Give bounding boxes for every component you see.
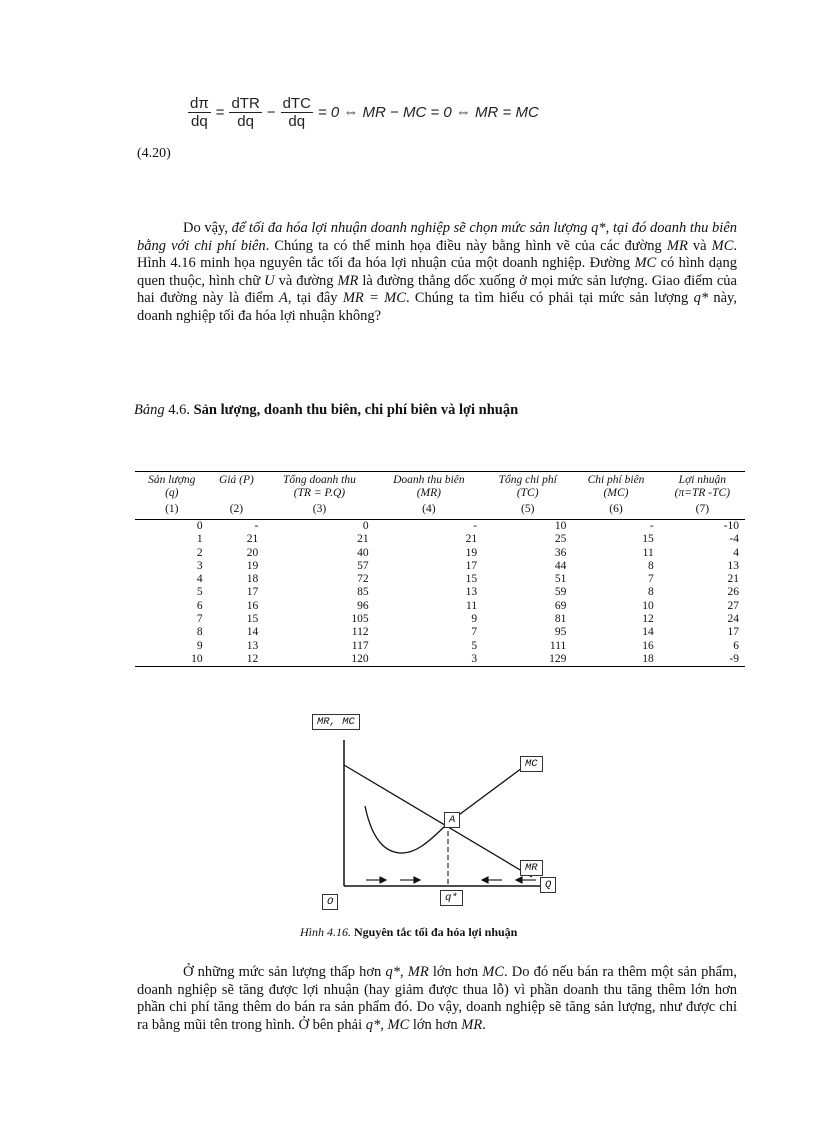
table-cell: 25 [554,533,567,546]
eq-tail: = 0 ⇔ MR − MC = 0 ⇔ MR = MC [317,104,539,121]
text: và đường [274,272,338,289]
table-cell: 51 [554,573,567,586]
table-cell: 57 [357,559,369,572]
caption-title: Sản lượng, doanh thu biên, chi phí biên và lợi nhuận [193,402,519,418]
table-cell: 17 [465,559,478,572]
table-cell: 21 [357,533,369,546]
table-cell: 5 [471,639,478,652]
column-header-line: (TC) [516,487,539,499]
table-cell: 105 [351,613,369,626]
column-header-line: Tổng doanh thu [283,474,356,486]
caption-number: 4.6. [164,402,194,418]
fraction-dtc-dq [281,95,313,130]
text: . Do đó nếu bán ra thêm một sản phẩm, doanh nghiệp sẽ tăng được lợi nhuận (hay giảm được thua lỗ) vì phần doanh thu tăng thêm lớn hơn phần chi phí tăng thêm do bán ra sản phẩm đó. Do vậy, doanh nghiệp sẽ tăng sản lượng, như được chỉ ra bằng mũi tên trong hình. Ở bên phải [137,964,738,1033]
table-cell: 112 [351,626,369,639]
table-cell: 9 [471,613,478,626]
figcap-title: Nguyên tắc tối đa hóa lợi nhuận [351,925,518,939]
table-caption [134,402,518,419]
paragraph-1 [137,220,737,325]
eq-numerator: dπ [190,95,209,112]
table-row [135,600,745,613]
column-number: (1) [165,503,179,515]
table-cell: 18 [246,573,259,586]
table-cell: 20 [246,546,259,559]
eq-denominator: dq [288,113,306,130]
table-cell: 3 [196,559,203,572]
table-cell: 26 [727,586,739,599]
x-axis-label: Q [540,877,556,893]
column-header-line: Chi phí biên [587,474,645,486]
table-cell: 14 [642,626,654,639]
mc-label: MC [520,756,543,772]
output-revenue-cost-table [135,471,745,667]
text: có hình dạng quen thuộc, hình chữ [137,255,737,289]
column-header [375,472,483,504]
term-mc: MC [482,964,504,980]
table-cell: 16 [246,599,259,612]
column-number: (6) [609,503,623,515]
figure-4-16 [300,710,580,920]
column-number: (4) [422,503,436,515]
table-row [135,573,745,586]
text: và [687,237,712,254]
table-cell: 15 [642,533,654,546]
term-q-star: q* [365,1016,381,1033]
term-q-star: q* [385,964,400,980]
table-cell: 11 [466,599,478,612]
term-mc: MC [387,1016,410,1033]
table-cell: 8 [196,626,203,639]
term-q-star: q* [693,290,709,306]
table-row [135,640,745,653]
table-cell: 17 [727,626,739,639]
text: lớn hơn [428,964,483,980]
text: , [399,964,408,980]
table-cell: 9 [196,639,203,652]
eq-denominator: dq [237,113,254,130]
origin-label: O [322,894,338,910]
term-mc: MC [634,255,657,271]
text: , [380,1016,388,1033]
table-cell: 81 [554,613,567,626]
text: . Chúng ta tìm hiểu có phải tại mức sản lượng [405,290,694,306]
column-header-line: Sản lượng [148,474,196,486]
caption-italic: Bảng [134,402,165,418]
table-cell: 85 [357,586,369,599]
table-row [135,560,745,573]
term-u: U [264,272,275,289]
profit-max-diagram [300,710,580,920]
column-header [660,472,745,504]
table-row [135,520,745,534]
column-header [483,472,572,504]
eq-denominator: dq [191,113,208,130]
table-cell: 17 [246,586,259,599]
equation-4-20 [186,95,539,130]
term-a: A [278,290,288,306]
paragraph-2 [137,964,737,1034]
table-cell: 12 [246,652,259,665]
table-cell: 36 [554,546,567,559]
term-mr-eq-mc: MR = MC [342,290,406,306]
text: lớn hơn [409,1016,462,1033]
column-header-line: (TR = P.Q) [293,487,346,499]
column-header [264,472,374,504]
table-cell: 12 [642,613,654,626]
column-header-line: (q) [165,487,179,499]
table-cell: 0 [196,520,203,532]
fraction-dtr-dq [229,95,261,130]
table-cell: 0 [362,520,369,532]
text: Do vậy, [183,220,232,236]
column-header-line: Lợi nhuận [678,474,727,486]
table-cell: 21 [465,533,478,546]
text: , tại đây [287,290,343,306]
table-cell: -4 [729,533,739,546]
table-cell: 19 [465,546,478,559]
decrease-output-arrows [482,877,536,883]
table-cell: 10 [554,520,567,532]
table-cell: 95 [554,626,567,639]
fraction-dpi-dq [188,95,211,130]
table-row [135,626,745,639]
table-cell: -10 [723,520,739,532]
table-cell: 21 [727,573,739,586]
table-cell: 6 [733,639,739,652]
text: . [482,1016,486,1033]
column-header-line: Doanh thu biên [393,474,465,486]
mr-label: MR [520,860,543,876]
table-cell: 40 [357,546,369,559]
y-axis-label: MR, MC [312,714,360,730]
table-cell: 15 [246,613,259,626]
table-cell: 129 [549,652,567,665]
column-header-line: (MR) [416,487,441,499]
table-cell: 96 [357,599,369,612]
table-cell: 13 [727,559,739,572]
point-a-label: A [444,812,460,828]
table-cell: 111 [549,639,567,652]
table-cell: 8 [647,559,654,572]
column-header-line: (π=TR -TC) [674,487,731,499]
table-cell: 7 [471,626,478,639]
table-cell: 10 [191,652,203,665]
q-star-label: q* [440,890,463,906]
table-column-numbers [135,503,745,520]
table-cell: 27 [727,599,739,612]
table-cell: - [649,520,654,532]
table-cell: 120 [351,652,369,665]
table-row [135,547,745,560]
text-italic: để tối đa hóa lợi nhuận doanh nghiệp sẽ chọn mức sản lượng q*, tại đó doanh thu biên bằng với chi phí biên [137,220,738,254]
table-cell: 7 [196,613,203,626]
column-number: (3) [312,503,327,515]
text: . Hình 4.16 minh họa nguyên tắc tối đa hóa lợi nhuận của một doanh nghiệp. Đường [137,237,737,271]
figure-caption [300,925,517,940]
text: là đường thẳng dốc xuống ở mọi mức sản lượng. Giao điểm của hai đường này là điểm [137,272,737,306]
table-cell: 1 [196,533,203,546]
table-cell: 5 [196,586,203,599]
term-mr: MR [337,272,359,289]
term-mr: MR [666,237,688,254]
table-cell: - [254,520,259,532]
table-cell: 14 [246,626,259,639]
increase-output-arrows [366,877,420,883]
equation-number: (4.20) [137,146,171,161]
table-cell: 3 [471,652,478,665]
table-cell: 117 [351,639,369,652]
term-mc: MC [711,237,734,254]
table-cell: 69 [554,599,567,612]
table-cell: 16 [642,639,654,652]
column-header-line: Giá (P) [219,474,254,486]
column-number: (5) [520,503,535,515]
table-cell: 59 [554,586,567,599]
table-cell: 19 [246,559,259,572]
text: này, doanh nghiệp tối đa hóa lợi nhuận không? [137,290,737,324]
column-header [209,472,265,504]
column-number: (7) [695,503,710,515]
table-row [135,533,745,546]
column-header [572,472,659,504]
mc-curve [365,768,522,853]
text: Ở những mức sản lượng thấp hơn [183,964,386,980]
table-cell: 7 [647,573,654,586]
term-mr: MR [461,1016,483,1033]
table-cell: 4 [733,546,739,559]
table-cell: 24 [727,613,739,626]
table-cell: 10 [642,599,654,612]
table-cell: 6 [196,599,203,612]
eq-numerator: dTR [231,95,260,112]
figcap-number: Hình 4.16. [300,925,351,939]
table-cell: 13 [465,586,478,599]
table-cell: 21 [246,533,259,546]
column-header-line: Tổng chi phí [498,474,557,486]
term-mr: MR [407,964,429,980]
table-cell: 4 [196,573,203,586]
eq-operator: = [215,104,225,121]
table-cell: 11 [642,546,654,559]
table-cell: 15 [465,573,478,586]
table-cell: - [473,520,478,532]
column-header [135,472,209,504]
column-header-line: (MC) [603,487,629,499]
table-header-row [135,472,745,504]
table-row [135,613,745,626]
table-cell: 18 [642,652,654,665]
table-row [135,586,745,599]
eq-numerator: dTC [282,95,311,112]
table-cell: 44 [554,559,567,572]
table-cell: 8 [647,586,654,599]
table-body [135,520,745,667]
text: . Chúng ta có thể minh họa điều này bằng hình vẽ của các đường [265,237,667,254]
eq-operator: − [266,104,276,121]
table-cell: 2 [196,546,203,559]
table-cell: 72 [357,573,369,586]
table-cell: -9 [729,652,739,665]
table-cell: 13 [246,639,259,652]
table-row [135,653,745,667]
column-number: (2) [229,503,244,515]
